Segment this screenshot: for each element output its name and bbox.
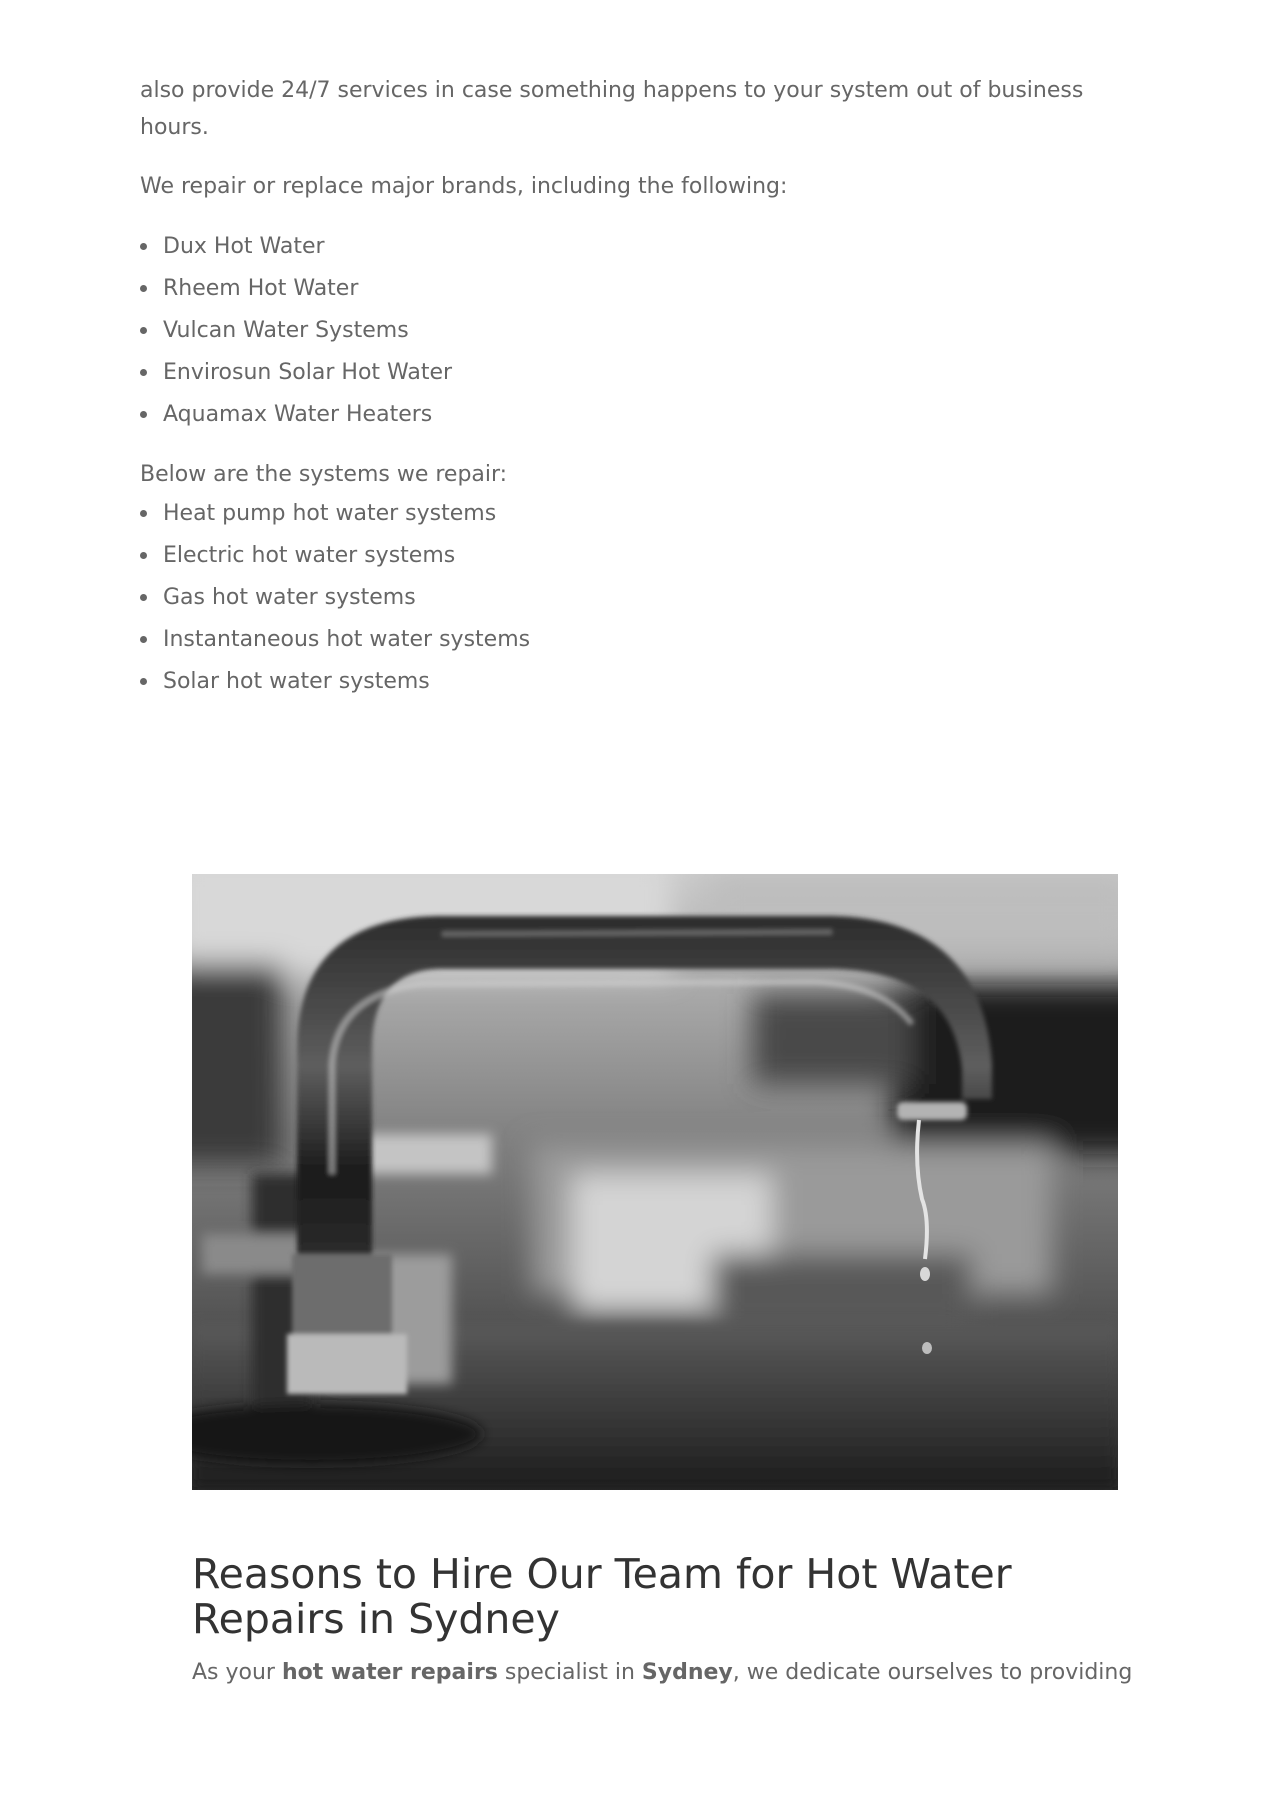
list-item: Envirosun Solar Hot Water [140, 352, 1100, 394]
brands-intro: We repair or replace major brands, including the following: [140, 174, 788, 199]
systems-list [140, 493, 1100, 703]
section-heading: Reasons to Hire Our Team for Hot Water Repairs in Sydney [192, 1550, 1012, 1643]
content-column [140, 72, 1100, 703]
list-item: Solar hot water systems [140, 661, 1100, 703]
list-item: Instantaneous hot water systems [140, 619, 1100, 661]
intro-text-middle: specialist in [497, 1660, 642, 1685]
intro-text-start: As your [192, 1660, 282, 1685]
intro-text-end: , we dedicate ourselves to providing [732, 1660, 1133, 1685]
list-item: Rheem Hot Water [140, 268, 1100, 310]
brand-list [140, 226, 1100, 436]
section-intro [192, 1654, 1192, 1691]
list-item: Aquamax Water Heaters [140, 394, 1100, 436]
dripping-tap-photo [192, 874, 1118, 1490]
intro-bold-location: Sydney [641, 1660, 733, 1685]
list-item: Vulcan Water Systems [140, 310, 1100, 352]
list-item: Gas hot water systems [140, 577, 1100, 619]
list-item: Heat pump hot water systems [140, 493, 1100, 535]
systems-intro: Below are the systems we repair: [140, 462, 508, 487]
intro-bold-service: hot water repairs [281, 1660, 498, 1685]
list-item: Electric hot water systems [140, 535, 1100, 577]
intro-paragraph: also provide 24/7 services in case something happens to your system out of business hours. [140, 78, 1084, 140]
list-item: Dux Hot Water [140, 226, 1100, 268]
